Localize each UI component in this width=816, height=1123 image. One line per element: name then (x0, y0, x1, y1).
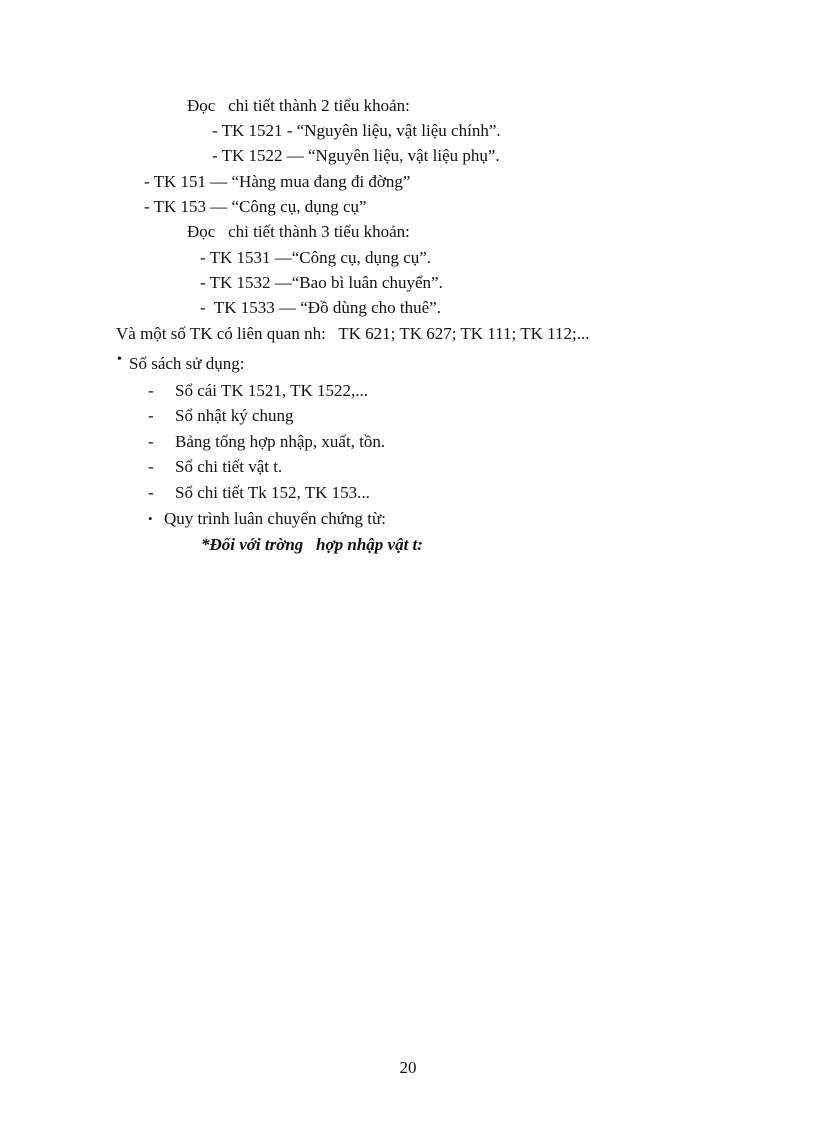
tk1533-item: - TK 1533 — “Đồ dùng cho thuê”. (200, 298, 441, 317)
book-item: Sổ chi tiết vật t. (175, 457, 283, 476)
tk151-item: - TK 151 — “Hàng mua đang đi đờng” (144, 172, 411, 191)
page-number: 20 (399, 1058, 417, 1077)
tk1522-item: - TK 1522 — “Nguyên liệu, vật liệu phụ”. (212, 146, 500, 165)
books-dash-4: - (148, 457, 154, 476)
book-item: Sổ cái TK 1521, TK 1522,... (175, 381, 368, 400)
tk1531-item: - TK 1531 —“Công cụ, dụng cụ”. (200, 248, 432, 267)
books-dash-1: - (148, 381, 154, 400)
procedure-bullet: • (148, 511, 153, 526)
procedure-subheading: *Đối với trờng hợp nhập vật t: (201, 535, 423, 554)
books-dash-3: - (148, 432, 154, 451)
tk153-item: - TK 153 — “Công cụ, dụng cụ” (144, 197, 367, 216)
tk1532-item: - TK 1532 —“Bao bì luân chuyển”. (200, 273, 443, 292)
books-heading: Sổ sách sử dụng: (129, 354, 245, 373)
tk152-detail-heading: Đọc chi tiết thành 2 tiểu khoản: (187, 96, 410, 115)
related-accounts: Và một số TK có liên quan nh: TK 621; TK 627; TK 111; TK 112;... (116, 324, 590, 343)
books-bullet: • (117, 352, 122, 367)
books-dash-5: - (148, 483, 154, 502)
book-item: Sổ nhật ký chung (175, 406, 294, 425)
procedure-heading: Quy trình luân chuyển chứng từ: (164, 509, 386, 528)
tk153-detail-heading: Đọc chi tiết thành 3 tiểu khoản: (187, 222, 410, 241)
book-item: Bảng tổng hợp nhập, xuất, tồn. (175, 432, 386, 451)
books-dash-2: - (148, 406, 154, 425)
book-item: Sổ chi tiết Tk 152, TK 153... (175, 483, 370, 502)
tk1521-item: - TK 1521 - “Nguyên liệu, vật liệu chính”. (212, 121, 501, 140)
